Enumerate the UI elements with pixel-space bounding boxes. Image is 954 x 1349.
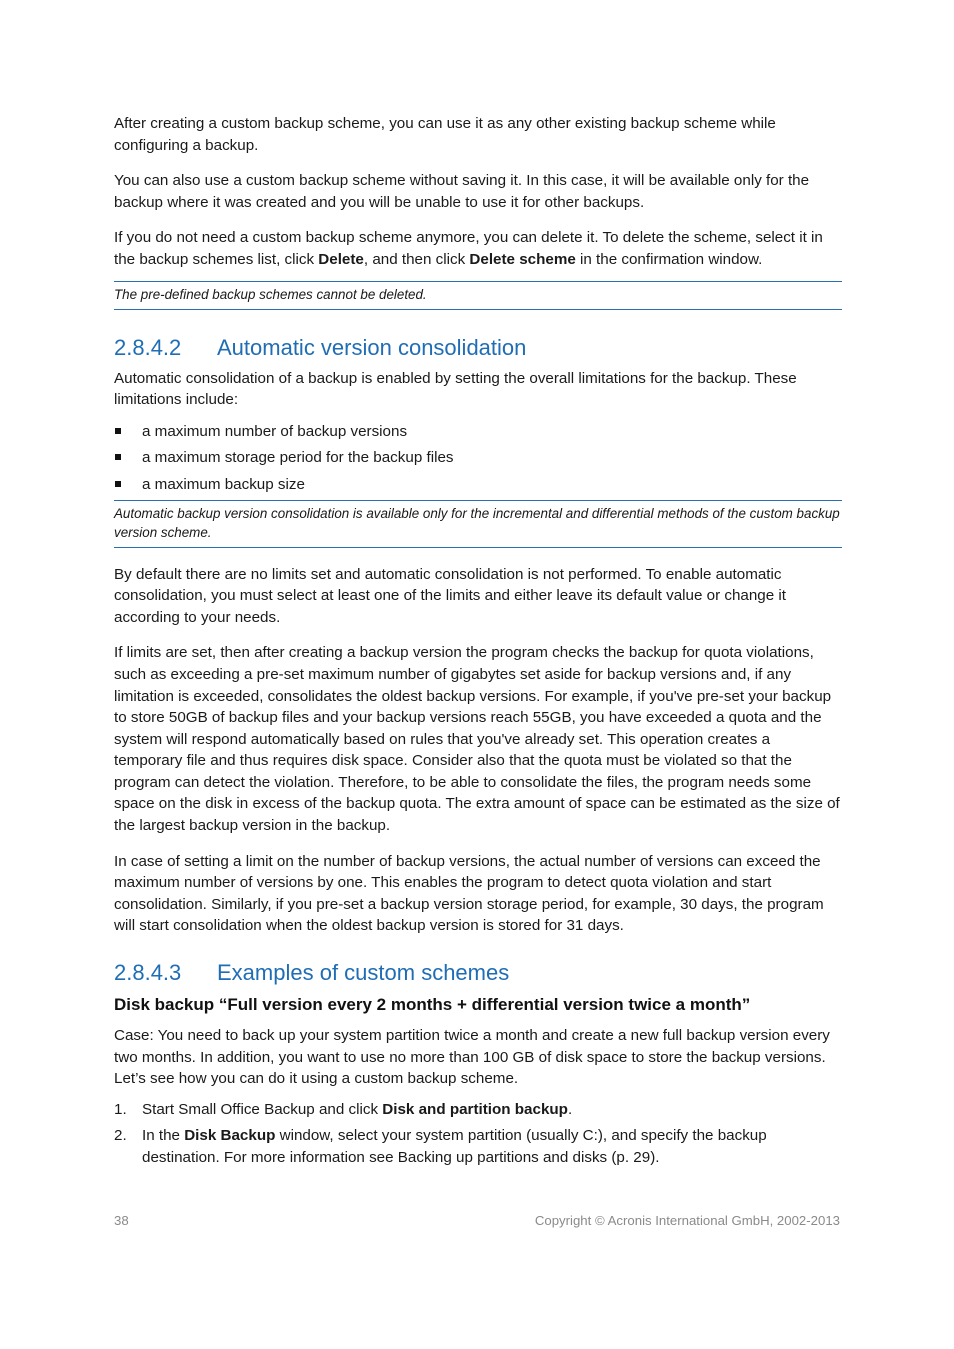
intro-paragraph-1: After creating a custom backup scheme, you can use it as any other existing backup scheme while configuring a backup.	[114, 115, 776, 154]
step-item	[114, 1125, 842, 1168]
step-number: 2.	[114, 1127, 127, 1145]
section-title: Examples of custom schemes	[217, 960, 510, 986]
text-run: If you do not need a custom backup scheme anymore, you can delete it. To delete the scheme, select it in the backup schemes list, click	[114, 229, 823, 268]
consolidation-intro: Automatic consolidation of a backup is enabled by setting the overall limitations for the backup. These limitations include:	[114, 369, 797, 409]
delete-term: Delete	[318, 250, 364, 268]
list-item	[114, 474, 842, 496]
section-heading-2842	[114, 334, 842, 362]
steps-list	[114, 1099, 842, 1169]
consolidation-paragraph-3: If limits are set, then after creating a backup version the program checks the backup for quota violations, such as exceeding a pre-set maximum number of gigabytes set aside for backup versions and, if any limitation is exceeded, consolidates the oldest backup versions. For example, if you've pre-set your backup to store 50GB of backup files and your backup versions reach 55GB, you have exceeded a quota and the system will respond automatically based on rules that you've already set. This operation creates a temporary file and thus requires disk space. Consider also that the quota must be violated so that the program can detect the violation. Therefore, to be able to consolidate the files, the program needs some space on the disk in excess of the backup quota. The extra amount of space can be estimated as the size of the largest backup version in the backup.	[114, 644, 840, 835]
text-run: .	[567, 1100, 573, 1118]
delete-scheme-term: Delete scheme	[469, 250, 576, 268]
list-item-text: a maximum backup size	[142, 475, 305, 493]
step-number: 1.	[114, 1100, 127, 1118]
text-run: In the	[142, 1127, 185, 1145]
text-run: in the confirmation window.	[575, 250, 763, 268]
section-heading-2843	[114, 959, 842, 987]
note-consolidation-methods: Automatic backup version consolidation is available only for the incremental and differential methods of the custom backup version scheme.	[114, 500, 842, 548]
bullet-icon	[115, 428, 121, 434]
consolidation-paragraph-2: By default there are no limits set and automatic consolidation is not performed. To enable automatic consolidation, you must select at least one of the limits and either leave its default value or change it according to your needs.	[114, 565, 787, 626]
text-run: , and then click	[363, 250, 470, 268]
section-number: 2.8.4.2	[114, 334, 182, 360]
text-run: window, select your system partition (usually C:), and specify the backup destination. For more information see Backing up partitions and disks (p. 29).	[142, 1127, 767, 1166]
document-body	[114, 113, 842, 1174]
consolidation-paragraph-4: In case of setting a limit on the number of backup versions, the actual number of versions can exceed the maximum number of versions by one. This enables the program to detect quota violation and start consolidation. Similarly, if you pre-set a backup version storage period, for example, 30 days, the program will start consolidation when the oldest backup version is stored for 31 days.	[114, 852, 824, 935]
limits-list	[114, 421, 842, 496]
intro-paragraph-3	[114, 227, 842, 270]
text-run: Start Small Office Backup and click	[142, 1100, 383, 1118]
copyright-notice: Copyright © Acronis International GmbH, 2002-2013	[534, 1213, 840, 1228]
example-case-paragraph: Case: You need to back up your system partition twice a month and create a new full backup version every two months. In addition, you want to use no more than 100 GB of disk space to store the backup versions. Let’s see how you can do it using a custom backup scheme.	[114, 1027, 830, 1088]
list-item	[114, 447, 842, 469]
section-title: Automatic version consolidation	[217, 334, 527, 360]
section-number: 2.8.4.3	[114, 960, 182, 986]
bullet-icon	[115, 454, 121, 460]
disk-backup-term: Disk Backup	[184, 1127, 276, 1145]
bullet-icon	[115, 481, 121, 487]
list-item-text: a maximum storage period for the backup files	[142, 449, 454, 467]
list-item	[114, 421, 842, 443]
step-item	[114, 1099, 842, 1121]
note-predefined-schemes: The pre-defined backup schemes cannot be deleted.	[114, 281, 842, 310]
example-subheading: Disk backup “Full version every 2 months + differential version twice a month”	[114, 995, 751, 1015]
page-number: 38	[114, 1213, 129, 1228]
intro-paragraph-2: You can also use a custom backup scheme without saving it. In this case, it will be available only for the backup where it was created and you will be unable to use it for other backups.	[114, 172, 810, 211]
disk-partition-backup-term: Disk and partition backup	[382, 1100, 568, 1118]
list-item-text: a maximum number of backup versions	[142, 422, 408, 440]
